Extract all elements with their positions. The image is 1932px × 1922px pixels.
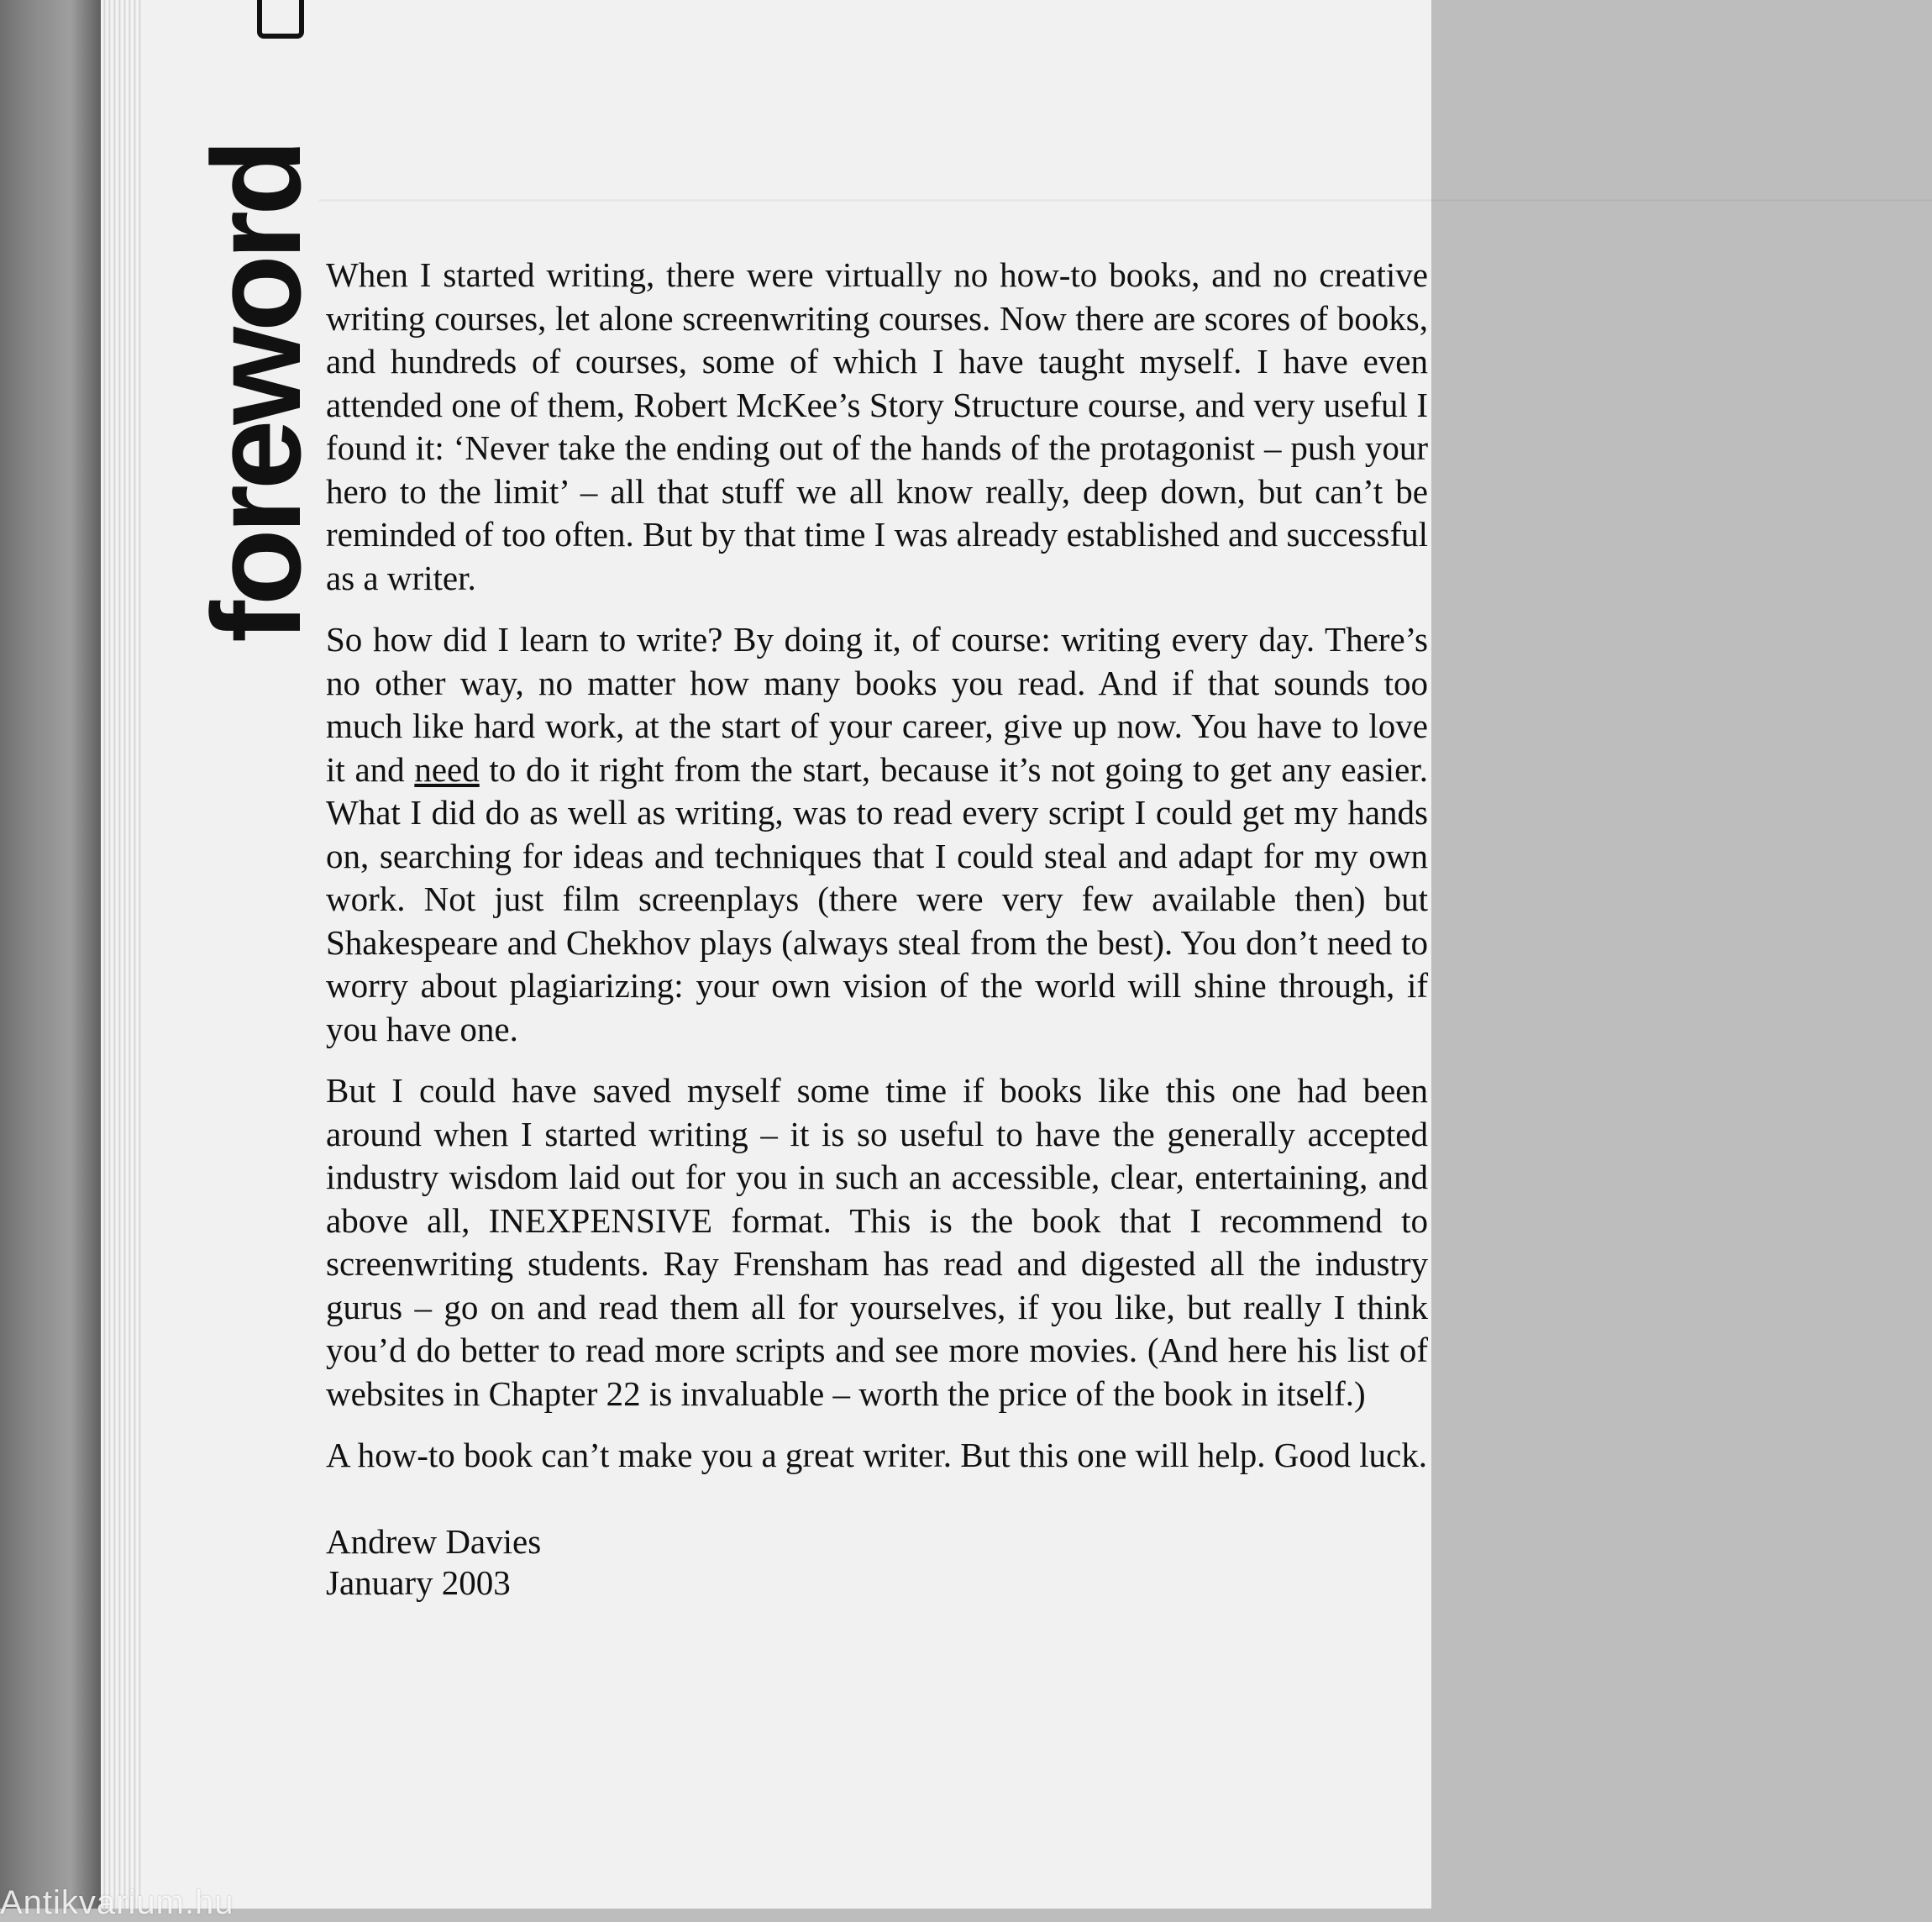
paragraph-2-part-2: to do it right from the start, because it’s not going to get any easier. What I did do as well as writing, was to read every script I could get my hands on, searching for ideas and techniques that I could steal and adapt for my own work. Not just film screenplays (there were very few available then) but Shakespeare and Chekhov plays (always steal from the best). You don’t need to worry about plagiarizing: your own vision of the world will shine through, if you have one. bbox=[326, 749, 1428, 1048]
paragraph-3: But I could have saved myself some time if books like this one had been around when I started writing – it is so useful to have the generally accepted industry wisdom laid out for you in such an accessible, clear, entertaining, and above all, INEXPENSIVE format. This is the book that I recommend to screenwriting students. Ray Frensham has read and digested all the industry gurus – go on and read them all for yourselves, if you like, but really I think you’d do better to read more scripts and see more movies. (And here his list of websites in Chapter 22 is invaluable – worth the price of the book in itself.) bbox=[326, 1071, 1428, 1413]
chapter-box-icon bbox=[257, 0, 304, 39]
paragraph-1: When I started writing, there were virtually no how-to books, and no creative writing courses, let alone screenwriting courses. Now there are scores of books, and hundreds of courses, some of which I have taught myself. I have even attended one of them, Robert McKee’s Story Structure course, and very useful I found it: ‘Never take the ending out of the hands of the protagonist – push your hero to the limit’ – all that stuff we all know really, deep down, but can’t be reminded of too often. But by that time I was already established and successful as a writer. bbox=[326, 255, 1428, 597]
page-edges bbox=[101, 0, 143, 1909]
bleed-through-text: ———————————————————————————————————————————————— bbox=[319, 178, 1932, 216]
paragraph-2-part-1: So how did I learn to write? By doing it, of course: writing every day. There’s no other way, no matter how many books you read. And if that sounds too much like hard work, at the start of your career, give up now. You have to love it and bbox=[326, 620, 1428, 789]
signature-block bbox=[326, 1521, 1428, 1604]
underlined-word-need: need bbox=[414, 749, 480, 789]
paragraph-4: A how-to book can’t make you a great writer. But this one will help. Good luck. bbox=[326, 1436, 1427, 1474]
body-text bbox=[326, 254, 1428, 1604]
chapter-title-area bbox=[176, 0, 328, 756]
paragraph-2 bbox=[326, 618, 1428, 1051]
watermark-text: Antikvarium.hu bbox=[0, 1884, 234, 1921]
author-name: Andrew Davies bbox=[326, 1521, 542, 1561]
signature-date: January 2003 bbox=[326, 1562, 511, 1602]
spine-shadow bbox=[0, 0, 101, 1909]
book-page bbox=[143, 0, 1932, 1909]
chapter-title: foreword bbox=[186, 144, 327, 643]
